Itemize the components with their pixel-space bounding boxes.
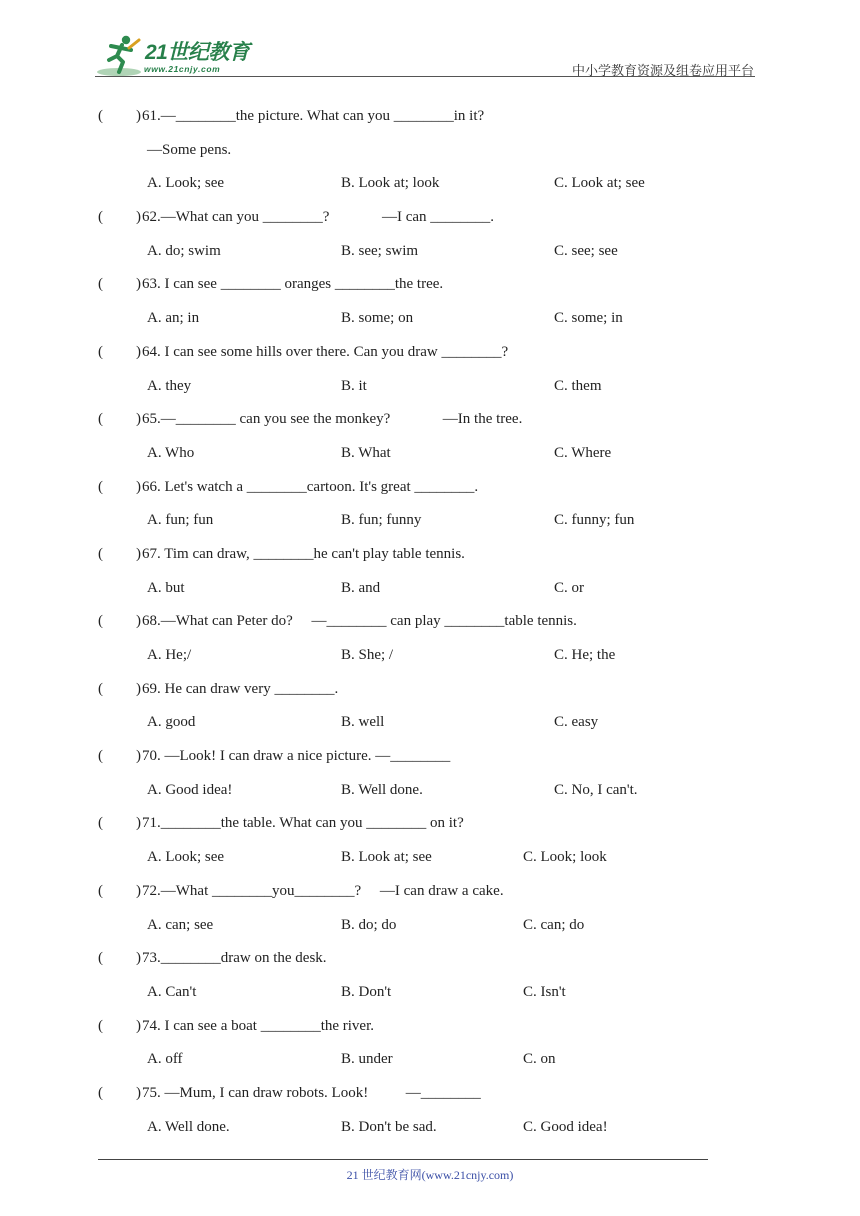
question-row [0, 605, 860, 639]
option-b[interactable]: B. Look at; look [341, 175, 440, 192]
options-row [0, 370, 860, 404]
option-b[interactable]: B. Don't [341, 983, 392, 1000]
question-stem: 70. —Look! I can draw a nice picture. —________ [142, 748, 451, 765]
options-row [0, 235, 860, 269]
answer-bracket-close: ) [136, 545, 141, 562]
option-a[interactable]: A. off [147, 1051, 183, 1068]
site-logo[interactable] [95, 34, 265, 80]
answer-bracket-close: ) [136, 411, 141, 428]
question-context-line [0, 134, 860, 168]
answer-bracket-open[interactable]: ( [98, 276, 103, 293]
answer-bracket-open[interactable]: ( [98, 1017, 103, 1034]
answer-bracket-close: ) [136, 276, 141, 293]
options-row [0, 1043, 860, 1077]
answer-bracket-open[interactable]: ( [98, 680, 103, 697]
context-text: —Some pens. [147, 141, 232, 158]
answer-bracket-close: ) [136, 1084, 141, 1101]
option-c[interactable]: C. Isn't [523, 983, 566, 1000]
answer-bracket-open[interactable]: ( [98, 613, 103, 630]
question-stem: 64. I can see some hills over there. Can you draw ________? [142, 343, 509, 360]
answer-bracket-open[interactable]: ( [98, 343, 103, 360]
option-a[interactable]: A. Well done. [147, 1118, 230, 1135]
runner-icon [95, 34, 145, 78]
question-row [0, 673, 860, 707]
question-stem: 65.—________ can you see the monkey? —In the tree. [142, 411, 523, 428]
option-a[interactable]: A. Good idea! [147, 781, 233, 798]
option-c[interactable]: C. or [554, 579, 584, 596]
option-b[interactable]: B. fun; funny [341, 512, 422, 529]
option-b[interactable]: B. some; on [341, 310, 414, 327]
footer-divider [98, 1159, 708, 1160]
options-row [0, 302, 860, 336]
option-a[interactable]: A. an; in [147, 310, 200, 327]
question-row [0, 740, 860, 774]
question-row [0, 1077, 860, 1111]
answer-bracket-open[interactable]: ( [98, 748, 103, 765]
options-row [0, 639, 860, 673]
header-platform-name: 中小学教育资源及组卷应用平台 [571, 63, 754, 78]
options-row [0, 909, 860, 943]
option-c[interactable]: C. them [554, 377, 602, 394]
question-row [0, 100, 860, 134]
option-a[interactable]: A. Look; see [147, 175, 225, 192]
question-stem: 62.—What can you ________? —I can ________. [142, 209, 495, 226]
option-a[interactable]: A. fun; fun [147, 512, 214, 529]
page-header [0, 0, 860, 80]
question-stem: 67. Tim can draw, ________he can't play table tennis. [142, 545, 465, 562]
question-stem: 71.________the table. What can you ________ on it? [142, 815, 464, 832]
answer-bracket-close: ) [136, 950, 141, 967]
question-row [0, 807, 860, 841]
answer-bracket-close: ) [136, 613, 141, 630]
question-stem: 75. —Mum, I can draw robots. Look! —________ [142, 1084, 481, 1101]
option-c[interactable]: C. funny; fun [554, 512, 635, 529]
options-row [0, 774, 860, 808]
option-a[interactable]: A. good [147, 714, 196, 731]
option-a[interactable]: A. He;/ [147, 647, 192, 663]
question-list [0, 100, 860, 1144]
option-c[interactable]: C. Good idea! [523, 1118, 608, 1135]
answer-bracket-open[interactable]: ( [98, 411, 103, 428]
question-row [0, 875, 860, 909]
answer-bracket-open[interactable]: ( [98, 1084, 103, 1101]
question-row [0, 201, 860, 235]
question-stem: 63. I can see ________ oranges ________the tree. [142, 276, 444, 293]
answer-bracket-close: ) [136, 882, 141, 899]
option-b[interactable]: B. What [341, 444, 391, 461]
logo-text: 21世纪教育 [145, 41, 250, 64]
option-c[interactable]: C. easy [554, 714, 599, 731]
option-a[interactable]: A. Look; see [147, 849, 225, 866]
option-a[interactable]: A. but [147, 579, 185, 596]
question-row [0, 268, 860, 302]
option-a[interactable]: A. do; swim [147, 242, 221, 259]
option-b[interactable]: B. She; / [341, 647, 394, 663]
answer-bracket-open[interactable]: ( [98, 815, 103, 832]
option-a[interactable]: A. Who [147, 444, 195, 461]
options-row [0, 437, 860, 471]
question-stem: 68.—What can Peter do? —________ can play ________table tennis. [142, 613, 577, 630]
answer-bracket-open[interactable]: ( [98, 478, 103, 495]
option-b[interactable]: B. under [341, 1051, 393, 1068]
question-stem: 74. I can see a boat ________the river. [142, 1017, 375, 1034]
options-row [0, 572, 860, 606]
options-row [0, 1111, 860, 1145]
answer-bracket-close: ) [136, 108, 141, 124]
option-b[interactable]: B. and [341, 579, 381, 596]
footer-link[interactable]: 21 世纪教育网(www.21cnjy.com) [346, 1168, 514, 1182]
question-row [0, 403, 860, 437]
option-c[interactable]: C. some; in [554, 310, 623, 327]
answer-bracket-close: ) [136, 1017, 141, 1034]
header-divider [95, 76, 755, 77]
options-row [0, 167, 860, 201]
options-row [0, 841, 860, 875]
option-c[interactable]: C. see; see [554, 242, 618, 259]
answer-bracket-open[interactable]: ( [98, 545, 103, 562]
answer-bracket-close: ) [136, 680, 141, 697]
answer-bracket-close: ) [136, 343, 141, 360]
question-stem: 66. Let's watch a ________cartoon. It's great ________. [142, 478, 479, 495]
options-row [0, 976, 860, 1010]
option-c[interactable]: C. on [523, 1051, 556, 1068]
option-c[interactable]: C. He; the [554, 647, 616, 663]
question-row [0, 471, 860, 505]
answer-bracket-close: ) [136, 209, 141, 226]
answer-bracket-open[interactable]: ( [98, 108, 103, 124]
answer-bracket-open[interactable]: ( [98, 209, 103, 226]
answer-bracket-close: ) [136, 478, 141, 495]
option-c[interactable]: C. Look at; see [554, 175, 645, 192]
option-b[interactable]: B. do; do [341, 916, 397, 933]
option-b[interactable]: B. well [341, 714, 385, 731]
option-b[interactable]: B. Look at; see [341, 849, 432, 866]
option-b[interactable]: B. it [341, 377, 367, 394]
option-c[interactable]: C. Where [554, 444, 612, 461]
question-row [0, 336, 860, 370]
question-row [0, 538, 860, 572]
answer-bracket-open[interactable]: ( [98, 882, 103, 899]
answer-bracket-close: ) [136, 748, 141, 765]
options-row [0, 706, 860, 740]
option-b[interactable]: B. Don't be sad. [341, 1118, 437, 1135]
options-row [0, 504, 860, 538]
question-stem: 73.________draw on the desk. [142, 950, 327, 967]
question-stem: 69. He can draw very ________. [142, 680, 339, 697]
option-a[interactable]: A. can; see [147, 916, 214, 933]
option-b[interactable]: B. see; swim [341, 242, 419, 259]
logo-url: www.21cnjy.com [144, 64, 221, 74]
option-c[interactable]: C. Look; look [523, 849, 607, 866]
question-row [0, 1010, 860, 1044]
option-a[interactable]: A. they [147, 377, 192, 394]
option-a[interactable]: A. Can't [147, 983, 197, 1000]
question-stem: 72.—What ________you________? —I can draw a cake. [142, 882, 504, 899]
answer-bracket-close: ) [136, 815, 141, 832]
option-c[interactable]: C. can; do [523, 916, 585, 933]
answer-bracket-open[interactable]: ( [98, 950, 103, 967]
question-row [0, 942, 860, 976]
option-b[interactable]: B. Well done. [341, 781, 423, 798]
question-stem: 61.—________the picture. What can you ________in it? [142, 108, 485, 124]
option-c[interactable]: C. No, I can't. [554, 781, 638, 798]
